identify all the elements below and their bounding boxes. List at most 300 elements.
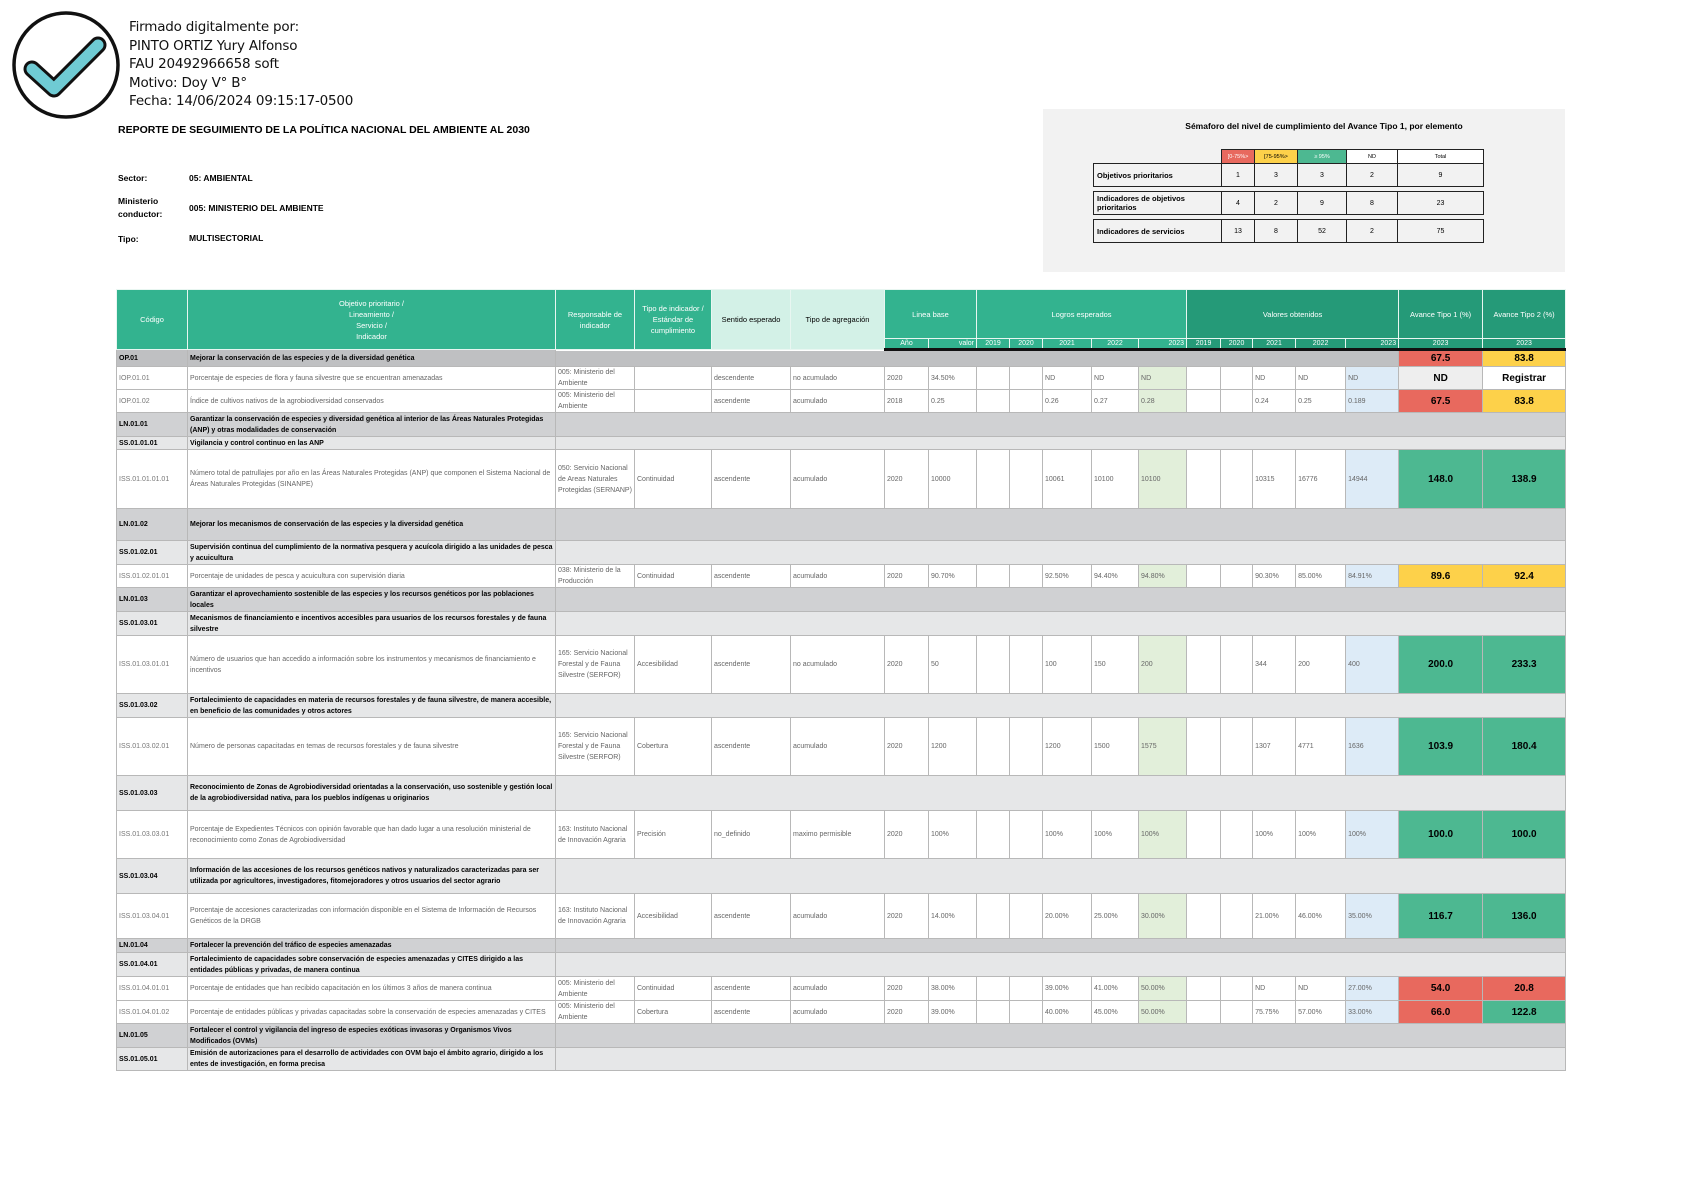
row-responsable: 050: Servicio Nacional de Areas Naturales Protegidas (SERNANP) [556, 450, 635, 509]
row-avance-tipo-2: 83.8 [1483, 390, 1566, 413]
row-logro-esperado [1010, 718, 1043, 776]
semaforo-count: 2 [1347, 220, 1398, 243]
row-valor-obtenido: 0.189 [1346, 390, 1399, 413]
row-valor-obtenido [1187, 894, 1221, 939]
row-agregacion: no acumulado [791, 367, 885, 390]
row-logro-esperado [1010, 390, 1043, 413]
service-row [117, 776, 1566, 811]
row-logro-esperado: 1500 [1092, 718, 1139, 776]
row-filler [556, 350, 1399, 367]
header-responsable: Responsable de indicador [556, 290, 635, 350]
semaforo-header-red: [0-75%> [1222, 150, 1255, 164]
indicator-row [117, 565, 1566, 588]
semaforo-count: 9 [1398, 164, 1484, 187]
row-tipo-indicador: Accesibilidad [635, 636, 712, 694]
row-code: ISS.01.03.04.01 [117, 894, 188, 939]
row-description: Fortalecer la prevención del tráfico de especies amenazadas [188, 939, 556, 953]
semaforo-count: 8 [1347, 192, 1398, 215]
row-logro-esperado [977, 718, 1010, 776]
row-avance-tipo-2: 136.0 [1483, 894, 1566, 939]
row-valor-obtenido: 100% [1346, 811, 1399, 859]
row-logro-esperado [977, 450, 1010, 509]
row-tipo-indicador: Continuidad [635, 450, 712, 509]
row-responsable: 163: Instituto Nacional de Innovación Agraria [556, 894, 635, 939]
row-valor-obtenido [1221, 977, 1253, 1001]
row-code: SS.01.01.01 [117, 437, 188, 450]
row-code: IOP.01.02 [117, 390, 188, 413]
row-code: LN.01.05 [117, 1024, 188, 1048]
row-tipo-indicador [635, 367, 712, 390]
row-valor-obtenido: 85.00% [1296, 565, 1346, 588]
row-logro-esperado [1010, 1001, 1043, 1024]
row-logro-esperado: 100 [1043, 636, 1092, 694]
row-avance-tipo-1: 100.0 [1399, 811, 1483, 859]
row-logro-esperado [1010, 811, 1043, 859]
row-agregacion: acumulado [791, 565, 885, 588]
row-avance-tipo-2: 20.8 [1483, 977, 1566, 1001]
header-agregacion: Tipo de agregación [791, 290, 885, 350]
row-valor-obtenido: 4771 [1296, 718, 1346, 776]
row-responsable: 163: Instituto Nacional de Innovación Agraria [556, 811, 635, 859]
row-logro-esperado: 20.00% [1043, 894, 1092, 939]
guideline-row [117, 413, 1566, 437]
indicator-row [117, 894, 1566, 939]
row-code: ISS.01.03.01.01 [117, 636, 188, 694]
semaforo-header-green: ≥ 95% [1298, 150, 1347, 164]
row-linea-base-anio: 2020 [885, 977, 929, 1001]
row-logro-esperado: 200 [1139, 636, 1187, 694]
row-logro-esperado: 45.00% [1092, 1001, 1139, 1024]
row-avance-tipo-1: 116.7 [1399, 894, 1483, 939]
row-valor-obtenido: ND [1296, 367, 1346, 390]
row-code: SS.01.03.04 [117, 859, 188, 894]
guideline-row [117, 939, 1566, 953]
row-logro-esperado [1010, 894, 1043, 939]
header-tipo-indicador: Tipo de indicador / Estándar de cumplimiento [635, 290, 712, 350]
row-code: SS.01.03.03 [117, 776, 188, 811]
row-linea-base-anio: 2020 [885, 636, 929, 694]
row-tipo-indicador [635, 390, 712, 413]
row-avance-tipo-2: 92.4 [1483, 565, 1566, 588]
row-tipo-indicador: Precisión [635, 811, 712, 859]
row-valor-obtenido: 100% [1253, 811, 1296, 859]
service-row [117, 612, 1566, 636]
row-code: ISS.01.03.02.01 [117, 718, 188, 776]
semaforo-row-label: Indicadores de servicios [1094, 220, 1222, 243]
row-description: Reconocimiento de Zonas de Agrobiodiversidad orientadas a la conservación, uso sostenible y gestión local de la agrobiodiversidad nativa, para los pueblos indígenas u originarios [188, 776, 556, 811]
row-valor-obtenido: ND [1296, 977, 1346, 1001]
row-linea-base-valor: 14.00% [929, 894, 977, 939]
header-sentido: Sentido esperado [712, 290, 791, 350]
row-linea-base-anio: 2020 [885, 718, 929, 776]
row-logro-esperado [977, 1001, 1010, 1024]
indicator-row [117, 367, 1566, 390]
indicator-row [117, 811, 1566, 859]
row-avance-tipo-1: 54.0 [1399, 977, 1483, 1001]
row-logro-esperado: 10100 [1092, 450, 1139, 509]
row-linea-base-valor: 34.50% [929, 367, 977, 390]
row-sentido: ascendente [712, 636, 791, 694]
row-logro-esperado [977, 894, 1010, 939]
row-logro-esperado: 50.00% [1139, 1001, 1187, 1024]
row-valor-obtenido: 400 [1346, 636, 1399, 694]
row-code: SS.01.02.01 [117, 541, 188, 565]
row-valor-obtenido: 84.91% [1346, 565, 1399, 588]
row-agregacion: acumulado [791, 718, 885, 776]
semaforo-empty-cell [1094, 150, 1222, 164]
header-valores-year: 2019 [1187, 339, 1221, 350]
row-valor-obtenido: 14944 [1346, 450, 1399, 509]
row-logro-esperado: 30.00% [1139, 894, 1187, 939]
signature-line: Motivo: Doy V° B° [129, 74, 247, 91]
row-linea-base-anio: 2020 [885, 1001, 929, 1024]
row-avance-tipo-2: 180.4 [1483, 718, 1566, 776]
row-description: Información de las accesiones de los recursos genéticos nativos y naturalizados caracterizadas para ser utilizada por agricultores, investigadores, fitomejoradores y otros usuarios del sector agrario [188, 859, 556, 894]
row-sentido: ascendente [712, 977, 791, 1001]
semaforo-row [1094, 164, 1484, 187]
row-code: ISS.01.04.01.01 [117, 977, 188, 1001]
row-description: Número de usuarios que han accedido a información sobre los instrumentos y mecanismos de financiamiento e incentivos [188, 636, 556, 694]
row-agregacion: acumulado [791, 450, 885, 509]
header-valores-obtenidos: Valores obtenidos [1187, 290, 1399, 339]
row-responsable: 165: Servicio Nacional Forestal y de Fauna Silvestre (SERFOR) [556, 636, 635, 694]
row-code: SS.01.05.01 [117, 1048, 188, 1071]
row-agregacion: maximo permisible [791, 811, 885, 859]
semaforo-row [1094, 192, 1484, 215]
row-sentido: ascendente [712, 894, 791, 939]
row-avance-tipo-2: 83.8 [1483, 350, 1566, 367]
row-valor-obtenido [1221, 718, 1253, 776]
row-tipo-indicador: Cobertura [635, 1001, 712, 1024]
semaforo-count: 3 [1298, 164, 1347, 187]
row-valor-obtenido: 1307 [1253, 718, 1296, 776]
semaforo-title: Sémaforo del nivel de cumplimiento del Avance Tipo 1, por elemento [1185, 121, 1463, 131]
row-description: Vigilancia y control continuo en las ANP [188, 437, 556, 450]
header-codigo: Código [117, 290, 188, 350]
row-tipo-indicador: Cobertura [635, 718, 712, 776]
row-avance-tipo-1: 67.5 [1399, 390, 1483, 413]
row-logro-esperado: 0.27 [1092, 390, 1139, 413]
semaforo-count: 4 [1222, 192, 1255, 215]
row-logro-esperado [1010, 367, 1043, 390]
row-valor-obtenido [1221, 636, 1253, 694]
row-logro-esperado [1010, 977, 1043, 1001]
header-objetivo-line: Indicador [356, 331, 387, 341]
row-code: LN.01.02 [117, 509, 188, 541]
row-valor-obtenido: 0.24 [1253, 390, 1296, 413]
row-code: LN.01.01 [117, 413, 188, 437]
row-valor-obtenido: 57.00% [1296, 1001, 1346, 1024]
row-filler [556, 541, 1566, 565]
row-description: Fortalecimiento de capacidades sobre conservación de especies amenazadas y CITES dirigido a las entidades públicas y privadas, de manera continua [188, 953, 556, 977]
guideline-row [117, 509, 1566, 541]
semaforo-count: 3 [1255, 164, 1298, 187]
row-logro-esperado [1010, 450, 1043, 509]
row-description: Porcentaje de Expedientes Técnicos con opinión favorable que han dado lugar a una resolución ministerial de reconocimiento como Zonas de Agrobiodiversidad [188, 811, 556, 859]
header-logros-year: 2019 [977, 339, 1010, 350]
row-filler [556, 953, 1566, 977]
row-description: Supervisión continua del cumplimiento de la normativa pesquera y acuícola dirigido a las unidades de pesca y acuicultura [188, 541, 556, 565]
row-valor-obtenido [1221, 565, 1253, 588]
row-linea-base-valor: 39.00% [929, 1001, 977, 1024]
row-linea-base-anio: 2020 [885, 894, 929, 939]
header-valores-year: 2020 [1221, 339, 1253, 350]
row-description: Fortalecer el control y vigilancia del ingreso de especies exóticas invasoras y Organismos Vivos Modificados (OVMs) [188, 1024, 556, 1048]
row-valor-obtenido [1187, 367, 1221, 390]
row-valor-obtenido: ND [1253, 367, 1296, 390]
row-valor-obtenido [1187, 718, 1221, 776]
row-code: SS.01.03.01 [117, 612, 188, 636]
digital-signature-text [129, 18, 353, 111]
row-valor-obtenido: 344 [1253, 636, 1296, 694]
row-description: Porcentaje de entidades públicas y privadas capacitadas sobre la conservación de especies amenazadas y CITES [188, 1001, 556, 1024]
row-avance-tipo-1: 67.5 [1399, 350, 1483, 367]
row-valor-obtenido: 27.00% [1346, 977, 1399, 1001]
semaforo-count: 75 [1398, 220, 1484, 243]
row-description: Porcentaje de entidades que han recibido capacitación en los últimos 3 años de manera continua [188, 977, 556, 1001]
row-logro-esperado: 10100 [1139, 450, 1187, 509]
row-tipo-indicador: Continuidad [635, 565, 712, 588]
signature-line: PINTO ORTIZ Yury Alfonso [129, 37, 298, 54]
row-sentido: ascendente [712, 390, 791, 413]
row-sentido: ascendente [712, 565, 791, 588]
ministerio-label-line: Ministerio [118, 196, 159, 206]
service-row [117, 541, 1566, 565]
row-avance-tipo-1: 103.9 [1399, 718, 1483, 776]
row-valor-obtenido [1187, 977, 1221, 1001]
row-logro-esperado: 0.26 [1043, 390, 1092, 413]
semaforo-row [1094, 220, 1484, 243]
row-code: LN.01.03 [117, 588, 188, 612]
row-description: Porcentaje de unidades de pesca y acuicultura con supervisión diaria [188, 565, 556, 588]
row-description: Mecanismos de financiamiento e incentivos accesibles para usuarios de los recursos forestales y de fauna silvestre [188, 612, 556, 636]
row-valor-obtenido [1221, 811, 1253, 859]
ministerio-label [118, 195, 162, 221]
row-tipo-indicador: Accesibilidad [635, 894, 712, 939]
header-avance-tipo-2: Avance Tipo 2 (%) [1483, 290, 1566, 339]
row-valor-obtenido [1221, 894, 1253, 939]
row-tipo-indicador: Continuidad [635, 977, 712, 1001]
row-avance-tipo-2: 233.3 [1483, 636, 1566, 694]
row-linea-base-anio: 2020 [885, 565, 929, 588]
header-valores-year: 2022 [1296, 339, 1346, 350]
semaforo-row-label: Indicadores de objetivos prioritarios [1094, 192, 1222, 215]
row-avance-tipo-2: 100.0 [1483, 811, 1566, 859]
guideline-row [117, 1024, 1566, 1048]
header-logros-year: 2020 [1010, 339, 1043, 350]
row-description: Porcentaje de accesiones caracterizadas con información disponible en el Sistema de Información de Recursos Genéticos de la DRGB [188, 894, 556, 939]
row-avance-tipo-2: Registrar [1483, 367, 1566, 390]
header-valores-year: 2023 [1346, 339, 1399, 350]
semaforo-row-label: Objetivos prioritarios [1094, 164, 1222, 187]
service-row [117, 437, 1566, 450]
row-linea-base-valor: 1200 [929, 718, 977, 776]
row-valor-obtenido [1187, 636, 1221, 694]
row-linea-base-anio: 2020 [885, 811, 929, 859]
row-logro-esperado: 25.00% [1092, 894, 1139, 939]
row-logro-esperado [977, 367, 1010, 390]
row-linea-base-anio: 2020 [885, 367, 929, 390]
row-description: Índice de cultivos nativos de la agrobiodiversidad conservados [188, 390, 556, 413]
row-logro-esperado [977, 390, 1010, 413]
row-responsable: 005: Ministerio del Ambiente [556, 390, 635, 413]
row-sentido: descendente [712, 367, 791, 390]
row-description: Mejorar los mecanismos de conservación de las especies y la diversidad genética [188, 509, 556, 541]
header-objetivo-line: Lineamiento / [348, 309, 395, 319]
objective-row [117, 350, 1566, 367]
row-code: ISS.01.01.01.01 [117, 450, 188, 509]
semaforo-header-total: Total [1398, 150, 1484, 164]
row-sentido: no_definido [712, 811, 791, 859]
row-valor-obtenido: 35.00% [1346, 894, 1399, 939]
sector-value: 05: AMBIENTAL [189, 173, 253, 183]
row-code: ISS.01.04.01.02 [117, 1001, 188, 1024]
row-description: Fortalecimiento de capacidades en materia de recursos forestales y de fauna silvestre, de manera accesible, en beneficio de las comunidades y otros actores [188, 694, 556, 718]
row-logro-esperado: 40.00% [1043, 1001, 1092, 1024]
semaforo-count: 13 [1222, 220, 1255, 243]
header-valores-year: 2021 [1253, 339, 1296, 350]
row-avance-tipo-1: 200.0 [1399, 636, 1483, 694]
service-row [117, 1048, 1566, 1071]
row-avance-tipo-2: 138.9 [1483, 450, 1566, 509]
service-row [117, 694, 1566, 718]
row-filler [556, 859, 1566, 894]
row-valor-obtenido: 0.25 [1296, 390, 1346, 413]
row-description: Mejorar la conservación de las especies y de la diversidad genética [188, 350, 556, 367]
semaforo-table [1093, 149, 1484, 243]
row-avance-tipo-1: 66.0 [1399, 1001, 1483, 1024]
row-valor-obtenido [1187, 565, 1221, 588]
row-logro-esperado: 94.40% [1092, 565, 1139, 588]
indicator-row [117, 1001, 1566, 1024]
row-linea-base-valor: 10000 [929, 450, 977, 509]
semaforo-count: 8 [1255, 220, 1298, 243]
ministerio-value: 005: MINISTERIO DEL AMBIENTE [189, 203, 324, 213]
semaforo-header-nd: ND [1347, 150, 1398, 164]
row-filler [556, 413, 1566, 437]
row-logro-esperado: 1200 [1043, 718, 1092, 776]
tipo-label: Tipo: [118, 234, 139, 244]
row-valor-obtenido [1187, 450, 1221, 509]
row-description: Número total de patrullajes por año en las Áreas Naturales Protegidas (ANP) que componen el Sistema Nacional de Áreas Naturales Protegidas (SINANPE) [188, 450, 556, 509]
row-linea-base-valor: 0.25 [929, 390, 977, 413]
row-sentido: ascendente [712, 450, 791, 509]
semaforo-count: 9 [1298, 192, 1347, 215]
row-logro-esperado [977, 811, 1010, 859]
row-logro-esperado [1010, 565, 1043, 588]
indicator-row [117, 977, 1566, 1001]
header-logros-year: 2022 [1092, 339, 1139, 350]
indicators-table [116, 289, 1566, 1071]
row-logro-esperado [977, 636, 1010, 694]
row-filler [556, 1048, 1566, 1071]
semaforo-count: 1 [1222, 164, 1255, 187]
row-valor-obtenido: 1636 [1346, 718, 1399, 776]
row-agregacion: acumulado [791, 977, 885, 1001]
row-valor-obtenido: 100% [1296, 811, 1346, 859]
row-valor-obtenido: 46.00% [1296, 894, 1346, 939]
row-valor-obtenido: 33.00% [1346, 1001, 1399, 1024]
row-filler [556, 588, 1566, 612]
row-logro-esperado: 50.00% [1139, 977, 1187, 1001]
row-linea-base-valor: 90.70% [929, 565, 977, 588]
row-linea-base-anio: 2018 [885, 390, 929, 413]
row-logro-esperado: 41.00% [1092, 977, 1139, 1001]
header-linea-base: Linea base [885, 290, 977, 339]
indicator-row [117, 390, 1566, 413]
row-agregacion: acumulado [791, 1001, 885, 1024]
guideline-row [117, 588, 1566, 612]
row-description: Garantizar el aprovechamiento sostenible de las especies y los recursos genéticos por las poblaciones locales [188, 588, 556, 612]
row-description: Porcentaje de especies de flora y fauna silvestre que se encuentran amenazadas [188, 367, 556, 390]
header-anio: Año [885, 339, 929, 350]
row-logro-esperado [977, 977, 1010, 1001]
row-valor-obtenido [1187, 811, 1221, 859]
row-logro-esperado: 94.80% [1139, 565, 1187, 588]
row-valor-obtenido: 75.75% [1253, 1001, 1296, 1024]
header-logros-year: 2021 [1043, 339, 1092, 350]
digital-signature-check-icon [10, 9, 122, 121]
row-filler [556, 776, 1566, 811]
row-filler [556, 694, 1566, 718]
row-description: Garantizar la conservación de especies y diversidad genética al interior de las Áreas Naturales Protegidas (ANP) y otras modalidades de conservación [188, 413, 556, 437]
row-agregacion: no acumulado [791, 636, 885, 694]
row-linea-base-anio: 2020 [885, 450, 929, 509]
row-logro-esperado: 92.50% [1043, 565, 1092, 588]
row-code: LN.01.04 [117, 939, 188, 953]
row-valor-obtenido: 90.30% [1253, 565, 1296, 588]
row-avance-tipo-2: 122.8 [1483, 1001, 1566, 1024]
header-avance-2-year: 2023 [1483, 339, 1566, 350]
row-responsable: 165: Servicio Nacional Forestal y de Fauna Silvestre (SERFOR) [556, 718, 635, 776]
row-valor-obtenido: 10315 [1253, 450, 1296, 509]
row-code: SS.01.03.02 [117, 694, 188, 718]
row-responsable: 005: Ministerio del Ambiente [556, 1001, 635, 1024]
tipo-value: MULTISECTORIAL [189, 233, 264, 243]
row-agregacion: acumulado [791, 894, 885, 939]
row-code: ISS.01.03.03.01 [117, 811, 188, 859]
semaforo-count: 23 [1398, 192, 1484, 215]
header-valor: valor [929, 339, 977, 350]
row-filler [556, 509, 1566, 541]
signature-line: Firmado digitalmente por: [129, 19, 299, 35]
row-valor-obtenido [1187, 390, 1221, 413]
row-logro-esperado: 100% [1043, 811, 1092, 859]
row-filler [556, 939, 1566, 953]
indicator-row [117, 636, 1566, 694]
row-filler [556, 1024, 1566, 1048]
row-avance-tipo-1: 148.0 [1399, 450, 1483, 509]
row-logro-esperado: 100% [1092, 811, 1139, 859]
row-logro-esperado: 150 [1092, 636, 1139, 694]
row-logro-esperado: 39.00% [1043, 977, 1092, 1001]
semaforo-panel [1043, 109, 1565, 272]
row-valor-obtenido: 200 [1296, 636, 1346, 694]
row-valor-obtenido [1221, 367, 1253, 390]
row-filler [556, 612, 1566, 636]
row-valor-obtenido [1221, 1001, 1253, 1024]
row-logro-esperado: 0.28 [1139, 390, 1187, 413]
service-row [117, 953, 1566, 977]
semaforo-count: 2 [1255, 192, 1298, 215]
header-logros-year: 2023 [1139, 339, 1187, 350]
row-valor-obtenido: 21.00% [1253, 894, 1296, 939]
report-title: REPORTE DE SEGUIMIENTO DE LA POLÍTICA NACIONAL DEL AMBIENTE AL 2030 [118, 124, 530, 136]
header-objetivo [188, 290, 556, 350]
signature-line: FAU 20492966658 soft [129, 56, 279, 72]
header-avance-tipo-1: Avance Tipo 1 (%) [1399, 290, 1483, 339]
row-code: SS.01.04.01 [117, 953, 188, 977]
